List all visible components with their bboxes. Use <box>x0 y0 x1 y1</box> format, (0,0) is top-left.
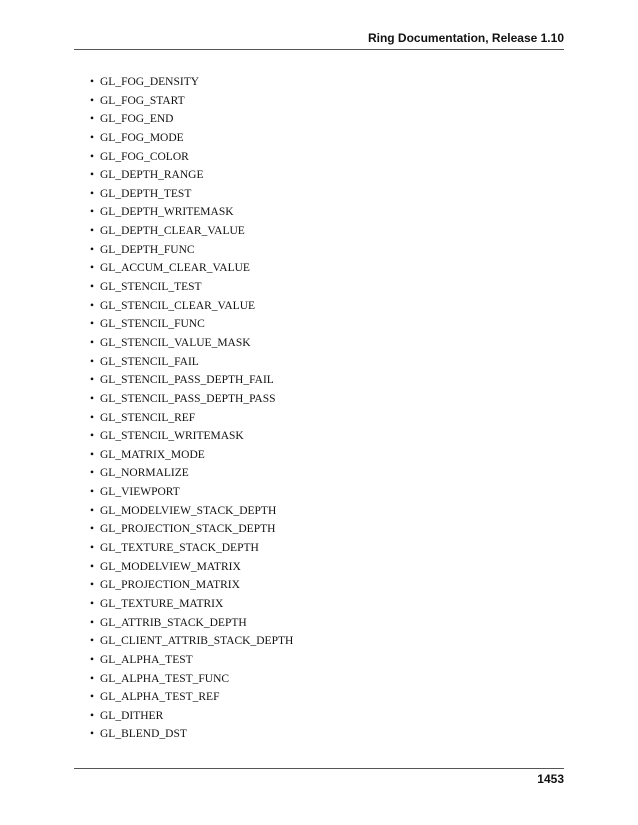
list-item-label: GL_STENCIL_REF <box>100 411 196 424</box>
list-item <box>90 315 293 334</box>
footer-divider <box>74 768 564 769</box>
header-divider <box>74 49 564 50</box>
constant-list <box>90 73 293 744</box>
bullet-icon: • <box>90 243 95 256</box>
list-item <box>90 129 293 148</box>
bullet-icon: • <box>90 504 95 517</box>
list-item-label: GL_STENCIL_FAIL <box>100 355 199 368</box>
list-item <box>90 464 293 483</box>
list-item <box>90 73 293 92</box>
bullet-icon: • <box>90 281 95 294</box>
page-header-title: Ring Documentation, Release 1.10 <box>367 31 564 45</box>
list-item <box>90 651 293 670</box>
list-item-label: GL_FOG_COLOR <box>100 150 189 163</box>
bullet-icon: • <box>90 299 95 312</box>
list-item-label: GL_DEPTH_TEST <box>100 187 192 200</box>
list-item <box>90 725 293 744</box>
bullet-icon: • <box>90 374 95 387</box>
list-item <box>90 241 293 260</box>
list-item-label: GL_CLIENT_ATTRIB_STACK_DEPTH <box>100 635 294 648</box>
bullet-icon: • <box>90 691 95 704</box>
bullet-icon: • <box>90 579 95 592</box>
bullet-icon: • <box>90 150 95 163</box>
list-item <box>90 688 293 707</box>
bullet-icon: • <box>90 355 95 368</box>
list-item <box>90 353 293 372</box>
list-item-label: GL_STENCIL_PASS_DEPTH_FAIL <box>100 374 274 387</box>
list-item <box>90 446 293 465</box>
bullet-icon: • <box>90 560 95 573</box>
list-item-label: GL_FOG_MODE <box>100 131 184 144</box>
list-item-label: GL_STENCIL_WRITEMASK <box>100 430 244 443</box>
list-item <box>90 203 293 222</box>
list-item <box>90 707 293 726</box>
bullet-icon: • <box>90 467 95 480</box>
bullet-icon: • <box>90 486 95 499</box>
list-item-label: GL_DEPTH_RANGE <box>100 169 204 182</box>
list-item <box>90 614 293 633</box>
list-item-label: GL_ALPHA_TEST_REF <box>100 691 220 704</box>
bullet-icon: • <box>90 430 95 443</box>
list-item <box>90 539 293 558</box>
bullet-icon: • <box>90 635 95 648</box>
list-item <box>90 334 293 353</box>
bullet-icon: • <box>90 113 95 126</box>
page-number: 1453 <box>537 772 564 786</box>
list-item-label: GL_MODELVIEW_STACK_DEPTH <box>100 504 277 517</box>
list-item-label: GL_DEPTH_CLEAR_VALUE <box>100 225 245 238</box>
list-item <box>90 297 293 316</box>
bullet-icon: • <box>90 262 95 275</box>
bullet-icon: • <box>90 76 95 88</box>
bullet-icon: • <box>90 225 95 238</box>
bullet-icon: • <box>90 411 95 424</box>
bullet-icon: • <box>90 709 95 722</box>
list-item <box>90 110 293 129</box>
bullet-icon: • <box>90 597 95 610</box>
list-item-label: GL_ACCUM_CLEAR_VALUE <box>100 262 250 275</box>
bullet-icon: • <box>90 728 95 741</box>
list-item <box>90 166 293 185</box>
list-item <box>90 390 293 409</box>
list-item <box>90 185 293 204</box>
list-item <box>90 259 293 278</box>
list-item-label: GL_MODELVIEW_MATRIX <box>100 560 241 573</box>
bullet-icon: • <box>90 206 95 219</box>
list-item-label: GL_DITHER <box>100 709 164 722</box>
list-item <box>90 502 293 521</box>
list-item-label: GL_TEXTURE_MATRIX <box>100 597 224 610</box>
list-item <box>90 670 293 689</box>
list-item-label: GL_ALPHA_TEST <box>100 653 193 666</box>
list-item-label: GL_STENCIL_CLEAR_VALUE <box>100 299 256 312</box>
list-item-label: GL_PROJECTION_MATRIX <box>100 579 240 592</box>
list-item <box>90 409 293 428</box>
bullet-icon: • <box>90 131 95 144</box>
list-item-label: GL_NORMALIZE <box>100 467 189 480</box>
list-item-label: GL_DEPTH_WRITEMASK <box>100 206 234 219</box>
list-item-label: GL_MATRIX_MODE <box>100 448 205 461</box>
bullet-icon: • <box>90 94 95 107</box>
list-item <box>90 632 293 651</box>
list-item <box>90 371 293 390</box>
list-item-label: GL_FOG_DENSITY <box>100 76 200 88</box>
list-item-label: GL_TEXTURE_STACK_DEPTH <box>100 542 259 555</box>
list-item <box>90 92 293 111</box>
list-item <box>90 278 293 297</box>
list-item-label: GL_STENCIL_TEST <box>100 281 202 294</box>
list-item-label: GL_ATTRIB_STACK_DEPTH <box>100 616 247 629</box>
list-item-label: GL_FOG_START <box>100 94 185 107</box>
bullet-icon: • <box>90 392 95 405</box>
bullet-icon: • <box>90 318 95 331</box>
list-item-label: GL_PROJECTION_STACK_DEPTH <box>100 523 276 536</box>
bullet-icon: • <box>90 542 95 555</box>
list-item-label: GL_STENCIL_PASS_DEPTH_PASS <box>100 392 276 405</box>
list-item <box>90 595 293 614</box>
bullet-icon: • <box>90 336 95 349</box>
list-item <box>90 148 293 167</box>
list-item-label: GL_BLEND_DST <box>100 728 187 741</box>
list-item <box>90 558 293 577</box>
list-item-label: GL_STENCIL_VALUE_MASK <box>100 336 251 349</box>
list-item <box>90 576 293 595</box>
list-item <box>90 222 293 241</box>
list-item <box>90 520 293 539</box>
list-item <box>90 483 293 502</box>
list-item-label: GL_FOG_END <box>100 113 174 126</box>
bullet-icon: • <box>90 523 95 536</box>
bullet-icon: • <box>90 187 95 200</box>
bullet-icon: • <box>90 448 95 461</box>
list-item <box>90 427 293 446</box>
list-item-label: GL_VIEWPORT <box>100 486 180 499</box>
bullet-icon: • <box>90 672 95 685</box>
list-item-label: GL_ALPHA_TEST_FUNC <box>100 672 230 685</box>
list-item-label: GL_DEPTH_FUNC <box>100 243 195 256</box>
bullet-icon: • <box>90 169 95 182</box>
list-item-label: GL_STENCIL_FUNC <box>100 318 205 331</box>
bullet-icon: • <box>90 616 95 629</box>
bullet-icon: • <box>90 653 95 666</box>
